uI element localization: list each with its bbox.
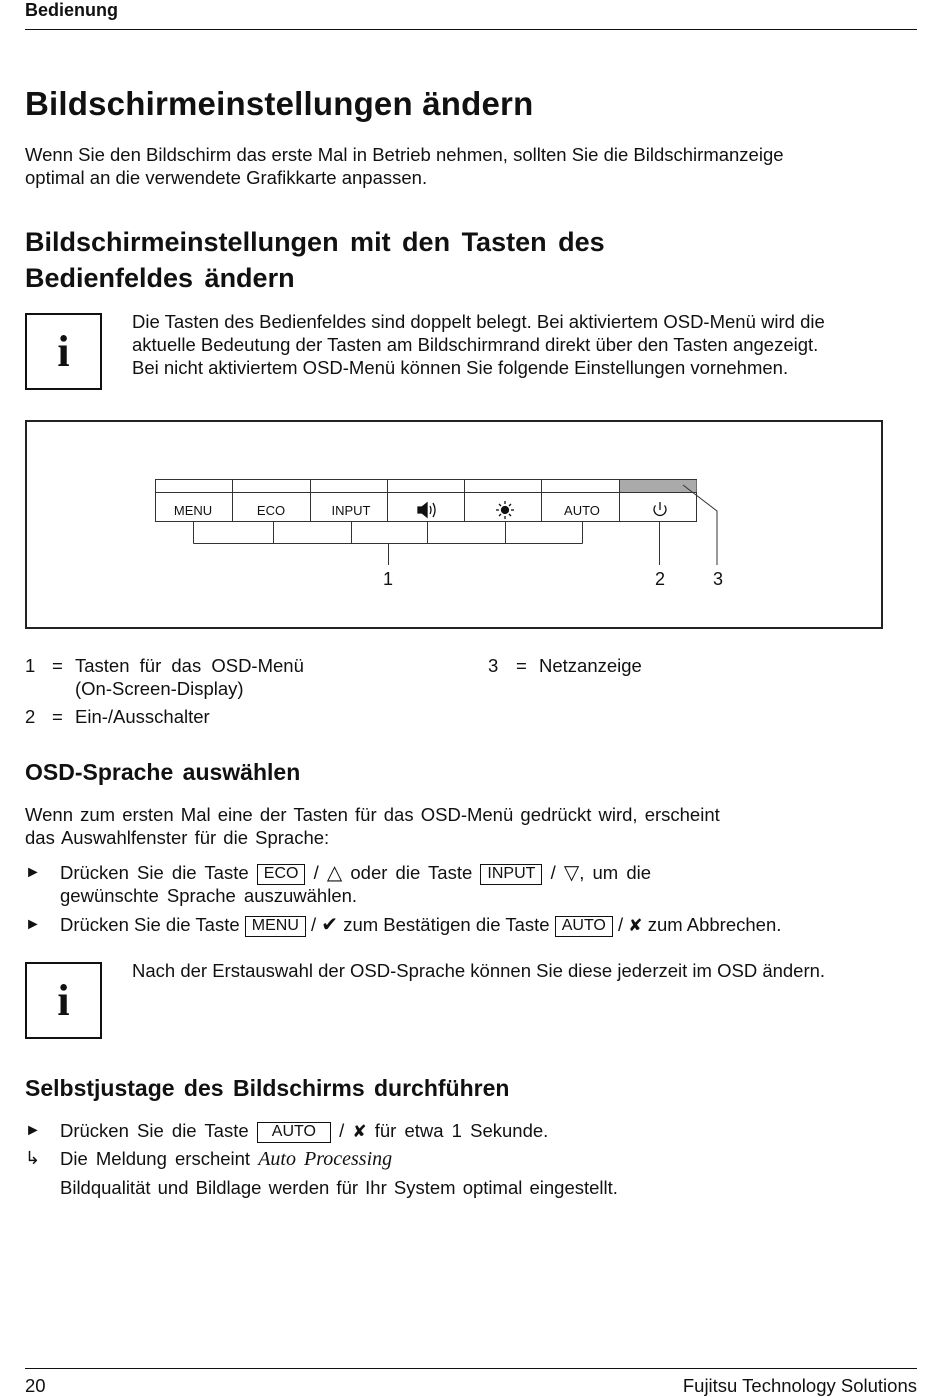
key-auto: AUTO [555, 916, 613, 937]
callout-label-2: 2 [654, 569, 666, 589]
bullet-arrow-icon: ► [25, 864, 41, 881]
checkmark-icon: ✔ [321, 914, 339, 936]
result-arrow-icon: ↳ [25, 1148, 41, 1168]
auto-step-text-b: für etwa 1 Sekunde. [374, 1120, 549, 1141]
speaker-icon [418, 503, 435, 517]
step2-sep-2: / [618, 914, 624, 935]
legend-eq-3: = [516, 655, 527, 676]
osd-para-line-2: das Auswahlfenster für die Sprache: [25, 827, 330, 848]
result-message: Auto Processing [258, 1148, 393, 1170]
intro-line-1: Wenn Sie den Bildschirm das erste Mal in Betrieb nehmen, sollten Sie die Bildschirmanzeige [25, 144, 784, 165]
key-menu: MENU [245, 916, 306, 937]
osd-language-paragraph [25, 803, 720, 849]
callout-label-1: 1 [382, 569, 394, 589]
step1-sep-1: / [313, 862, 319, 883]
legend-text-3: Netzanzeige [539, 655, 642, 676]
callout-label-3: 3 [712, 569, 724, 589]
step2-text-b: zum Bestätigen die Taste [343, 914, 550, 935]
info-note-line-3: Bei nicht aktiviertem OSD-Menü können Sie folgende Einstellungen vornehmen. [132, 357, 789, 378]
triangle-down-icon: ▽ [563, 862, 580, 884]
info-note-line-1: Die Tasten des Bedienfeldes sind doppelt belegt. Bei aktiviertem OSD-Menü wird die [132, 311, 825, 332]
info-note-osd: Nach der Erstauswahl der OSD-Sprache können Sie diese jederzeit im OSD ändern. [132, 960, 826, 981]
legend-eq-2: = [52, 706, 63, 727]
cross-icon: ✘ [628, 916, 643, 935]
auto-step-text-a: Drücken Sie die Taste [60, 1120, 249, 1141]
bullet-arrow-icon: ► [25, 1122, 41, 1139]
brightness-icon [496, 501, 514, 519]
auto-step-sep: / [339, 1120, 345, 1141]
key-eco: ECO [257, 864, 306, 885]
step-select-language-text [60, 861, 651, 885]
result-text-a: Die Meldung erscheint [60, 1148, 251, 1169]
page-number: 20 [25, 1375, 46, 1396]
key-label-auto: AUTO [564, 503, 600, 518]
section-heading-buttons-line2: Bedienfeldes ändern [25, 263, 295, 293]
key-input: INPUT [480, 864, 542, 885]
step-select-language [25, 861, 917, 907]
legend-num-2: 2 [25, 706, 36, 727]
section-heading-auto-adjust: Selbstjustage des Bildschirms durchführen [25, 1075, 510, 1101]
info-icon: i [25, 313, 102, 390]
power-icon [654, 502, 666, 515]
bullet-arrow-icon: ► [25, 916, 41, 933]
key-auto: AUTO [257, 1122, 331, 1143]
key-label-eco: ECO [256, 503, 286, 518]
step1-text-c: , um die [579, 862, 652, 883]
result-line-1 [60, 1147, 392, 1171]
step-auto-adjust-text [60, 1119, 548, 1143]
cross-icon: ✘ [352, 1122, 367, 1141]
legend-num-1: 1 [25, 655, 36, 676]
step2-text-a: Drücken Sie die Taste [60, 914, 240, 935]
result-line-2: Bildqualität und Bildlage werden für Ihr System optimal eingestellt. [60, 1177, 618, 1198]
legend-item-1 [25, 654, 35, 677]
step2-sep-1: / [311, 914, 317, 935]
key-label-menu: MENU [173, 503, 213, 518]
section-header: Bedienung [25, 0, 118, 20]
osd-para-line-1: Wenn zum ersten Mal eine der Tasten für das OSD-Menü gedrückt wird, erscheint [25, 804, 720, 825]
step2-text-c: zum Abbrechen. [647, 914, 782, 935]
legend-text-2: Ein-/Ausschalter [75, 706, 210, 727]
info-icon: i [25, 962, 102, 1039]
legend-eq-1: = [52, 655, 63, 676]
intro-line-2: optimal an die verwendete Grafikkarte anpassen. [25, 167, 428, 188]
section-heading-buttons-line1: Bildschirmeinstellungen mit den Tasten des [25, 227, 605, 257]
step1-text-b: oder die Taste [350, 862, 473, 883]
step1-line-2: gewünschte Sprache auszuwählen. [60, 885, 358, 906]
step-confirm-language-text [60, 913, 781, 937]
legend-text-1b: (On-Screen-Display) [75, 678, 244, 699]
legend-text-1: Tasten für das OSD-Menü [75, 655, 304, 676]
callout-bracket-osd-keys [194, 521, 583, 565]
result-auto-adjust [25, 1147, 917, 1199]
triangle-up-icon: △ [326, 862, 343, 884]
step1-sep-2: / [550, 862, 556, 883]
page-title: Bildschirmeinstellungen ändern [25, 85, 534, 122]
info-note-line-2: aktuelle Bedeutung der Tasten am Bildschirmrand direkt über den Tasten angezeigt. [132, 334, 819, 355]
step-confirm-language [25, 913, 917, 936]
footer-company: Fujitsu Technology Solutions [682, 1375, 917, 1396]
callout-line-power-led [683, 485, 717, 565]
section-heading-osd-language: OSD-Sprache auswählen [25, 759, 301, 785]
step1-text-a: Drücken Sie die Taste [60, 862, 249, 883]
legend-num-3: 3 [488, 655, 499, 676]
step-auto-adjust [25, 1119, 917, 1142]
footer-rule [25, 1368, 917, 1369]
key-label-input: INPUT [331, 503, 371, 518]
